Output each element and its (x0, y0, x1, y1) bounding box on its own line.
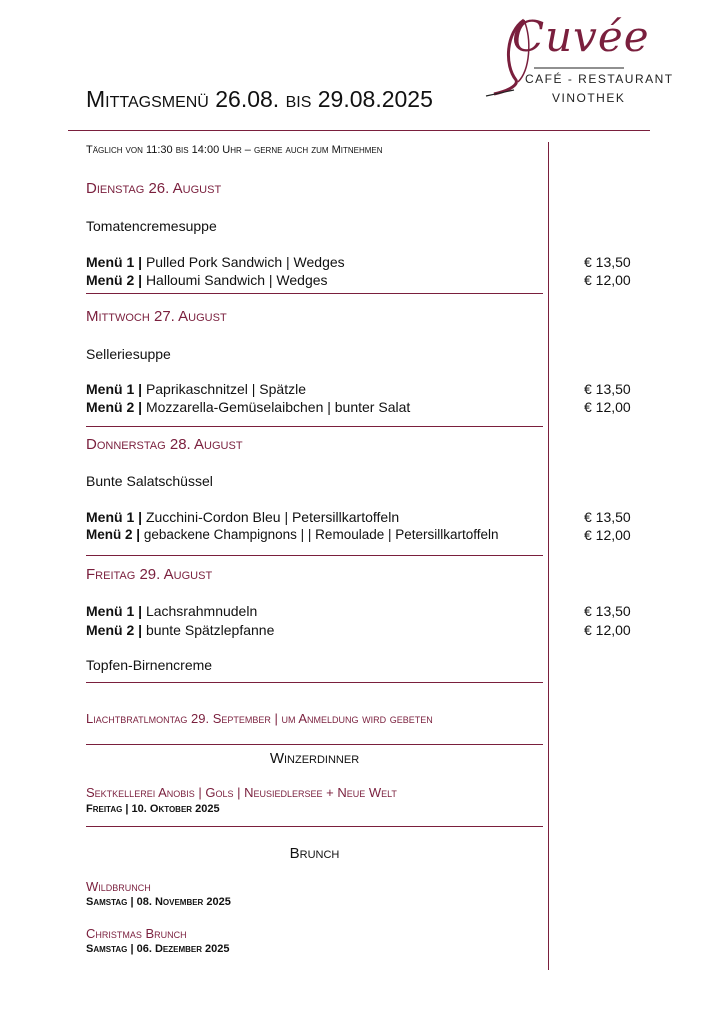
menu-text: Halloumi Sandwich | Wedges (145, 272, 328, 288)
menu-text: Lachsrahmnudeln (145, 603, 258, 619)
menu1-price-wednesday: € 13,50 (584, 381, 631, 397)
menu-label: Menü 2 | (86, 622, 143, 638)
menu2-friday (86, 622, 274, 638)
winzerdinner-date: Freitag | 10. Oktober 2025 (86, 803, 220, 815)
menu2-price-wednesday: € 12,00 (584, 399, 631, 415)
menu-label: Menü 1 | (86, 381, 143, 397)
section-divider (86, 426, 543, 427)
price-column-divider (548, 142, 549, 970)
menu2-thursday (86, 527, 499, 542)
day-heading-thursday: Donnerstag 28. August (86, 436, 243, 453)
logo-wordmark: Cuvée (512, 12, 650, 61)
menu2-wednesday (86, 399, 410, 415)
opening-hours: Täglich von 11:30 bis 14:00 Uhr – gerne auch zum Mitnehmen (86, 144, 383, 156)
brunch-event-christmas: Christmas Brunch (86, 926, 187, 941)
section-divider (86, 555, 543, 556)
section-divider (86, 826, 543, 827)
menu-text: Pulled Pork Sandwich | Wedges (145, 254, 345, 270)
day-heading-wednesday: Mittwoch 27. August (86, 308, 227, 325)
brunch-event-wild: Wildbrunch (86, 879, 151, 894)
day-heading-friday: Freitag 29. August (86, 566, 213, 583)
brunch-date-wild: Samstag | 08. November 2025 (86, 896, 231, 908)
menu1-wednesday (86, 381, 306, 397)
winzerdinner-event: Sektkellerei Anobis | Gols | Neusiedlersee + Neue Welt (86, 785, 397, 800)
section-divider (86, 682, 543, 683)
menu1-price-tuesday: € 13,50 (584, 254, 631, 270)
menu1-price-thursday: € 13,50 (584, 509, 631, 525)
winzerdinner-heading: Winzerdinner (269, 750, 360, 767)
menu-text: gebackene Champignons | | Remoulade | Petersillkartoffeln (143, 527, 499, 542)
menu-label: Menü 2 | (86, 399, 143, 415)
dessert-friday: Topfen-Birnencreme (86, 657, 213, 673)
event-liachtbratlmontag: Liachtbratlmontag 29. September | um Anmeldung wird gebeten (86, 711, 433, 726)
menu2-tuesday (86, 272, 328, 288)
menu2-price-thursday: € 12,00 (584, 527, 631, 543)
soup-thursday: Bunte Salatschüssel (86, 473, 213, 489)
logo-subtitle-vinothek: VINOTHEK (552, 91, 626, 105)
header-divider (68, 130, 650, 131)
menu-label: Menü 1 | (86, 509, 143, 525)
menu1-thursday (86, 509, 399, 525)
menu-label: Menü 1 | (86, 603, 143, 619)
section-divider (86, 293, 543, 294)
menu-label: Menü 2 | (86, 272, 143, 288)
menu2-price-tuesday: € 12,00 (584, 272, 631, 288)
menu-text: Zucchini-Cordon Bleu | Petersillkartoffeln (145, 509, 400, 525)
menu-text: bunte Spätzlepfanne (145, 622, 275, 638)
menu1-friday (86, 603, 257, 619)
menu-label: Menü 1 | (86, 254, 143, 270)
day-heading-tuesday: Dienstag 26. August (86, 180, 222, 197)
menu-label: Menü 2 | (86, 527, 141, 542)
logo-subtitle-restaurant: CAFÉ - RESTAURANT (525, 72, 674, 86)
soup-wednesday: Selleriesuppe (86, 346, 171, 362)
menu2-price-friday: € 12,00 (584, 622, 631, 638)
menu-text: Mozzarella-Gemüselaibchen | bunter Salat (145, 399, 411, 415)
soup-tuesday: Tomatencremesuppe (86, 218, 217, 234)
menu1-tuesday (86, 254, 345, 270)
page-title: Mittagsmenü 26.08. bis 29.08.2025 (86, 86, 433, 112)
section-divider (86, 744, 543, 745)
menu-text: Paprikaschnitzel | Spätzle (145, 381, 306, 397)
brunch-heading: Brunch (289, 845, 340, 862)
menu1-price-friday: € 13,50 (584, 603, 631, 619)
brunch-date-christmas: Samstag | 06. Dezember 2025 (86, 943, 230, 955)
